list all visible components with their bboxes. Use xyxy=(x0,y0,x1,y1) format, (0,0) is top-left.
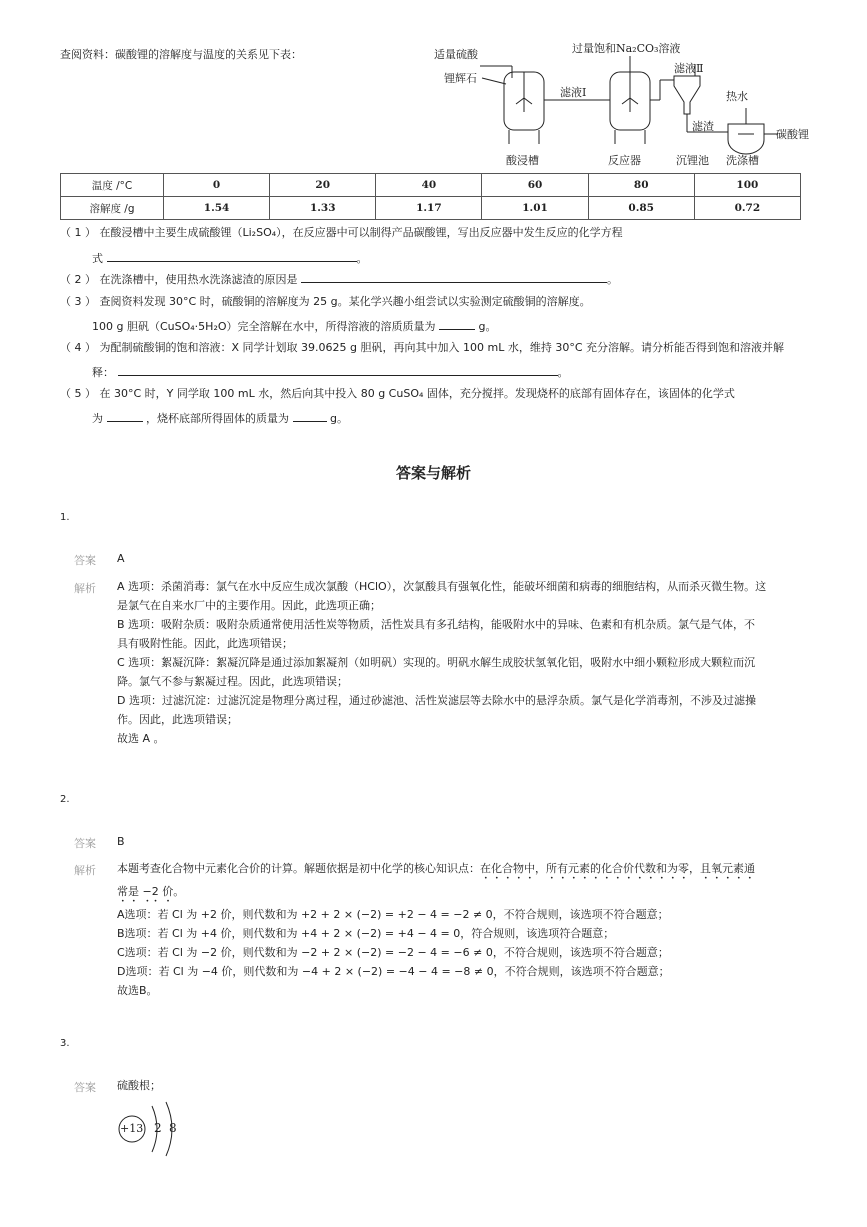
table-cell: 0 xyxy=(164,174,270,197)
table-cell: 1.54 xyxy=(164,197,270,220)
analysis-line: 降。氯气不参与絮凝过程。因此，此选项错误； xyxy=(117,675,348,688)
atom-structure-diagram xyxy=(114,1096,194,1160)
analysis-label: 解析 xyxy=(74,864,96,877)
table-cell: 0.85 xyxy=(588,197,694,220)
question-text: 为配制硫酸铜的饱和溶液：X 同学计划取 39.0625 g 胆矾，再向其中加入 100 mL 水，维持 30°C 充分溶解。请分析能否得到饱和溶液并解 xyxy=(99,341,784,354)
answer-blank[interactable] xyxy=(107,411,143,422)
question-3 xyxy=(60,295,591,309)
question-4-cont xyxy=(92,364,569,380)
question-number: （ 2 ） xyxy=(60,273,96,286)
unit: g。 xyxy=(330,412,348,425)
intro-text: 查阅资料：碳酸锂的溶解度与温度的关系见下表： xyxy=(60,48,302,61)
settling-shape xyxy=(674,76,700,114)
emphasis-text: 在化合物中，所有元素的化合价代数和为零，且氧元素通 xyxy=(480,862,755,875)
hot-water-label: 热水 xyxy=(726,90,748,103)
analysis-text xyxy=(117,859,797,1000)
answer-value: A xyxy=(117,552,125,565)
tank1-label: 酸浸槽 xyxy=(506,154,539,167)
question-number: （ 3 ） xyxy=(60,295,96,308)
table-header: 溶解度 /g xyxy=(61,197,164,220)
table-cell: 0.72 xyxy=(694,197,800,220)
shell-1-electrons: 2 xyxy=(154,1121,162,1135)
analysis-line: A选项：若 Cl 为 +2 价，则代数和为 +2 + 2 × (−2) = +2 − 4 = −2 ≠ 0，不符合规则，该选项不符合题意； xyxy=(117,908,669,921)
product-label: 碳酸锂 xyxy=(776,128,809,141)
answer-blank[interactable] xyxy=(293,411,327,422)
washer-shape xyxy=(728,124,764,154)
reagent-label: 过量饱和Na₂CO₃溶液 xyxy=(572,42,681,55)
item-number: 1. xyxy=(60,512,70,523)
answer-blank[interactable] xyxy=(107,251,357,262)
question-text: 在酸浸槽中主要生成硫酸锂（Li₂SO₄），在反应器中可以制得产品碳酸锂，写出反应器中发生反应的化学方程 xyxy=(99,226,623,239)
question-text: 100 g 胆矾（CuSO₄·5H₂O）完全溶解在水中，所得溶液的溶质质量为 xyxy=(92,320,436,333)
process-flow-diagram xyxy=(420,36,830,176)
question-text: 为 xyxy=(92,412,103,425)
analysis-text xyxy=(117,577,797,748)
table-row xyxy=(61,174,801,197)
answer-label: 答案 xyxy=(74,554,96,567)
table-row xyxy=(61,197,801,220)
analysis-line: 是氯气在自来水厂中的主要作用。因此，此选项正确； xyxy=(117,599,381,612)
filtrate2-label: 滤液Ⅱ xyxy=(674,62,704,75)
table-cell: 1.33 xyxy=(270,197,376,220)
analysis-line: C 选项：絮凝沉降：絮凝沉降是通过添加絮凝剂（如明矾）实现的。明矾水解生成胶状氢氧化铝，吸附水中细小颗粒形成大颗粒而沉 xyxy=(117,656,756,669)
answer-section-title: 答案与解析 xyxy=(395,464,471,482)
unit: g。 xyxy=(478,320,497,333)
question-text: 式 xyxy=(92,252,103,265)
analysis-line xyxy=(117,859,797,882)
table-cell: 60 xyxy=(482,174,588,197)
item-number: 3. xyxy=(60,1038,70,1049)
answer-blank[interactable] xyxy=(439,319,475,330)
analysis-line: C选项：若 Cl 为 −2 价，则代数和为 −2 + 2 × (−2) = −2 − 4 = −6 ≠ 0，不符合规则，该选项不符合题意； xyxy=(117,946,669,959)
shell-2-electrons: 8 xyxy=(169,1121,177,1135)
question-5 xyxy=(60,387,735,401)
analysis-line: 故选 A 。 xyxy=(117,732,165,745)
answer-label: 答案 xyxy=(74,837,96,850)
tank3-label: 沉锂池 xyxy=(676,154,709,167)
item-number: 2. xyxy=(60,794,70,805)
answer-blank[interactable] xyxy=(118,365,558,376)
question-text: 释： xyxy=(92,366,114,379)
table-cell: 100 xyxy=(694,174,800,197)
question-number: （ 5 ） xyxy=(60,387,96,400)
period: 。 xyxy=(557,366,569,379)
input-ore-label: 锂辉石 xyxy=(444,72,477,85)
analysis-tail: 。 xyxy=(173,885,185,898)
analysis-line: 故选B。 xyxy=(117,984,158,997)
analysis-line: 作。因此，此选项错误； xyxy=(117,713,238,726)
analysis-line: B选项：若 Cl 为 +4 价，则代数和为 +4 + 2 × (−2) = +4 − 4 = 0，符合规则，该选项符合题意； xyxy=(117,927,615,940)
analysis-head: 本题考查化合物中元素化合价的计算。解题依据是初中化学的核心知识点： xyxy=(117,862,480,875)
table-cell: 80 xyxy=(588,174,694,197)
table-cell: 20 xyxy=(270,174,376,197)
question-number: （ 4 ） xyxy=(60,341,96,354)
table-cell: 40 xyxy=(376,174,482,197)
analysis-line xyxy=(117,882,797,905)
input-acid-label: 适量硫酸 xyxy=(434,48,478,61)
emphasis-text: 常是 −2 价 xyxy=(117,885,174,898)
question-text: ，烧杯底部所得固体的质量为 xyxy=(146,412,289,425)
period: 。 xyxy=(607,273,618,286)
analysis-line: D 选项：过滤沉淀：过滤沉淀是物理分离过程，通过砂滤池、活性炭滤层等去除水中的悬浮杂质。氯气是化学消毒剂，不涉及过滤操 xyxy=(117,694,756,707)
answer-value: 硫酸根； xyxy=(117,1079,161,1092)
question-5-cont xyxy=(92,410,348,426)
question-1 xyxy=(60,226,623,240)
analysis-line: A 选项：杀菌消毒：氯气在水中反应生成次氯酸（HClO），次氯酸具有强氧化性，能破坏细菌和病毒的细胞结构，从而杀灭微生物。这 xyxy=(117,580,767,593)
analysis-label: 解析 xyxy=(74,582,96,595)
answer-label: 答案 xyxy=(74,1081,96,1094)
tank4-label: 洗涤槽 xyxy=(726,154,759,167)
table-cell: 1.01 xyxy=(482,197,588,220)
question-3-cont xyxy=(92,318,497,334)
table-cell: 1.17 xyxy=(376,197,482,220)
question-1-cont xyxy=(92,250,368,266)
period: 。 xyxy=(356,252,368,265)
question-text: 在 30°C 时，Y 同学取 100 mL 水，然后向其中投入 80 g CuSO₄ 固体，充分搅拌。发现烧杯的底部有固体存在，该固体的化学式 xyxy=(99,387,735,400)
question-4 xyxy=(60,341,784,355)
answer-blank[interactable] xyxy=(301,272,607,283)
solubility-table xyxy=(60,173,801,220)
answer-value: B xyxy=(117,835,125,848)
table-header: 温度 /°C xyxy=(61,174,164,197)
question-text: 查阅资料发现 30°C 时，硫酸铜的溶解度为 25 g。某化学兴趣小组尝试以实验测定硫酸铜的溶解度。 xyxy=(99,295,591,308)
question-number: （ 1 ） xyxy=(60,226,96,239)
analysis-line: D选项：若 Cl 为 −4 价，则代数和为 −4 + 2 × (−2) = −4 − 4 = −8 ≠ 0，不符合规则，该选项不符合题意； xyxy=(117,965,670,978)
question-text: 在洗涤槽中，使用热水洗涤滤渣的原因是 xyxy=(99,273,298,286)
nucleus-charge: +13 xyxy=(120,1122,144,1135)
analysis-line: 具有吸附性能。因此，此选项错误； xyxy=(117,637,293,650)
tank2-label: 反应器 xyxy=(608,154,641,167)
residue-label: 滤渣 xyxy=(692,120,714,133)
filtrate1-label: 滤液Ⅰ xyxy=(560,86,587,99)
question-2 xyxy=(60,272,618,287)
analysis-line: B 选项：吸附杂质：吸附杂质通常使用活性炭等物质，活性炭具有多孔结构，能吸附水中的异味、色素和有机杂质。氯气是气体，不 xyxy=(117,618,756,631)
